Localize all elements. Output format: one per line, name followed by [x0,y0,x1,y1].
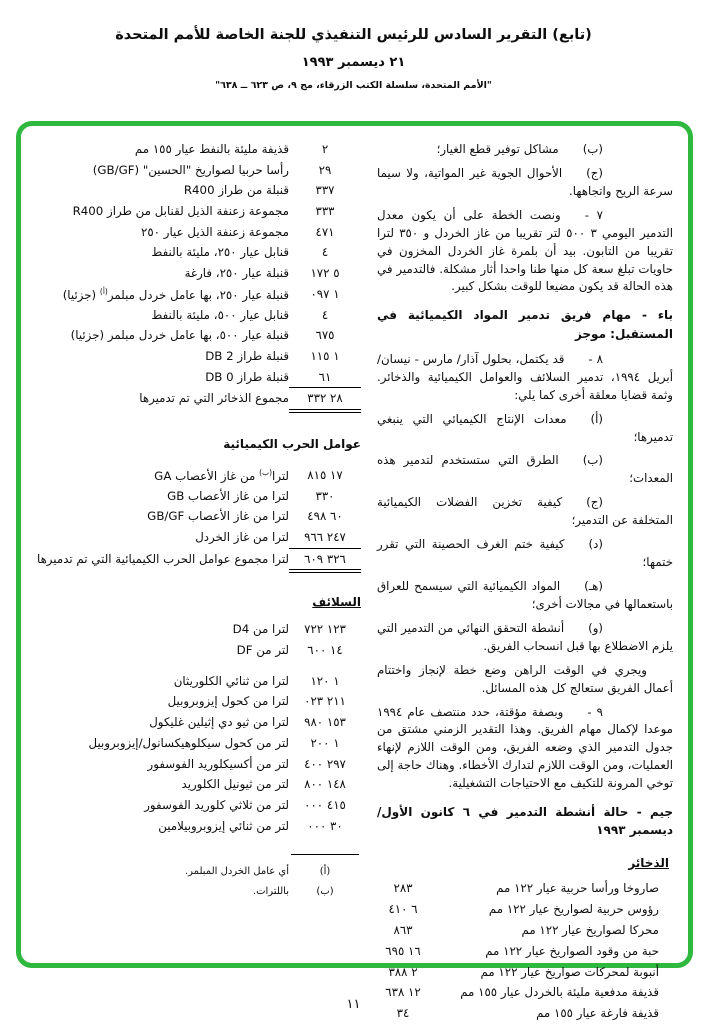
pending-issues-list [377,411,673,656]
list-item [377,578,673,614]
list-item-spare-parts [377,141,673,159]
item-description: قذيفة فارغة عيار ١٥٥ مم [536,1006,659,1021]
item-marker: (هـ) [584,578,603,593]
quantity-value: ٤١٥ ٠٠٠ [304,797,346,812]
paragraph-number: ٨ - [588,351,603,366]
list-item [377,452,673,488]
footnote-marker: (أ) [99,286,108,296]
quantity-value: ٢٤٧ ٩٦٦ [289,529,361,549]
quantity-value: ١ ٢٠٠ [310,735,340,750]
item-description: لترا من ثيو دي إثيلين غليكول [149,715,289,730]
paragraph-number: ٧ - [584,207,603,222]
footnote-text: أي عامل الخردل المبلمر. [184,866,289,878]
quantity-value: ٢٩ [318,162,332,177]
quantity-value: ٢١١ ٠٢٣ [304,694,346,709]
document-date: ٢١ ديسمبر ١٩٩٣ [301,55,406,70]
table-row [32,162,361,181]
item-description: محركا لصواريخ عيار ١٢٢ مم [521,922,659,937]
item-text: كيفية تخزين الفضلات الكيميائية المتخلفة عن التدمير؛ [377,495,673,528]
item-description: قنبلة من طراز R400 [183,183,289,198]
precursors-heading: السلائف [312,595,361,610]
item-text: المواد الكيميائية التي سيسمح للعراق باستعمالها في مجالات أخرى؛ [377,578,673,611]
item-text: كيفية ختم الغرف الحصينة التي تقرر ختمها؛ [377,537,673,570]
item-description: أنبوبة لمحركات صواريخ عيار ١٢٢ مم [480,964,659,979]
section-heading-c: جيم - حالة أنشطة التدمير في ٦ كانون الأول/ ديسمبر ١٩٩٣ [377,805,673,838]
item-description: لتر من ثنائي إيزوبروبيلامين [158,818,289,833]
paragraph-9 [377,704,673,794]
item-description: لترا مجموع عوامل الحرب الكيميائية التي تم تدميرها [36,551,289,566]
item-description: لترا من غاز الخردل [195,530,289,544]
item-description: مجموع الذخائر التي تم تدميرها [139,391,289,406]
item-description: لترا من ثنائي الكلوريثان [173,673,289,688]
quantity-value: ١٢٣ ٧٢٢ [304,622,346,637]
item-description: قنابل عيار ٥٠٠، مليئة بالنفط [151,307,289,322]
item-marker: (ج) [586,165,603,180]
item-description: قنبلة طراز DB 0 [205,369,289,384]
two-column-layout [21,126,688,1021]
list-item [377,536,673,572]
item-text: الأحوال الجوية غير المواتية، ولا سيما سرعة الريح واتجاهها. [377,165,673,198]
section-heading-b: باء - مهام فريق تدمير المواد الكيميائية في المستقبل: موجز [377,308,673,341]
table-row [32,735,361,754]
table-row [32,286,361,305]
item-description: لتر من DF [236,643,289,658]
item-description: قنبلة عيار ٢٥٠، فارغة [184,266,289,281]
quantity-value: ٦٧٥ [315,328,335,343]
main-text-column [377,141,673,1021]
item-marker: (و) [588,620,603,635]
paragraph-number: ٩ - [587,704,603,719]
quantity-value: ٢ ٣٨٨ [388,964,418,979]
table-row [32,818,361,837]
table-row [32,642,361,661]
quantity-value: ١٥٣ ٩٨٠ [304,715,346,730]
table-row [32,797,361,816]
quantity-value: ١ ١١٥ [310,348,340,363]
item-description: مجموعة زعنفة الذيل عيار ٢٥٠ [141,224,289,239]
table-row [32,348,361,367]
table-row [32,182,361,201]
item-description: قذيفة مدفعية مليئة بالخردل عيار ١٥٥ مم [460,985,659,1000]
footnote-row [32,864,361,879]
quantity-value: ٣٢٦ ٦٠٩ [289,551,361,574]
quantity-value: ١٢ ٦٣٨ [385,985,421,1000]
item-description: لتر من ثلاثي كلوريد الفوسفور [144,797,289,812]
footnote-marker: (أ) [319,866,331,878]
footnotes [32,864,361,899]
list-item [377,620,673,656]
paragraph-text: ونصت الخطة على أن يكون معدل التدمير اليومي ٣ ٥٠٠ لتر تقريبا من غاز الخردل و ٣٥٠ لترا تقريبا من التابون. بيد أن بلمرة غاز الخردل المخزون في حاويات تبلغ سعة كل منها طنا واحدا أثار مشكلة. فالتدمير في هذه الحالة قد يكون مضيعا للوقت بشكل كبير. [377,207,673,294]
table-row [32,224,361,243]
item-description: حبة من وقود الصواريخ عيار ١٢٢ مم [485,943,659,958]
table-row [377,880,659,899]
table-row [32,327,361,346]
table-row [32,244,361,263]
quantity-value: ٣٤ [396,1006,410,1021]
footnote-marker: (ب) [316,886,334,898]
item-text: مشاكل توفير قطع الغيار؛ [436,142,559,156]
quantity-value: ٦ ٤١٠ [388,901,418,916]
table-row [32,203,361,222]
table-row [32,756,361,775]
table-row [32,467,361,486]
table-row [32,369,361,389]
item-text: الطرق التي ستستخدم لتدمير هذه المعدات؛ [377,453,673,486]
table-row [32,551,361,574]
table-row [32,621,361,640]
table-row [32,141,361,160]
table-row [32,714,361,733]
quantity-value: ٢ [321,142,329,156]
item-description: لتر من ثيونيل الكلوريد [181,777,289,792]
item-description: لترا$^{(ب)}$ من غاز الأعصاب GA [154,467,289,483]
quantity-value: ٦٠ ٤٩٨ [307,509,343,524]
paragraph-text: قد يكتمل، بحلول آذار/ مارس - نيسان/ أبريل ١٩٩٤، تدمير السلائف والعوامل الكيميائية والذخائر. وثمة قضايا معلقة أخرى كما يلي: [377,351,673,402]
item-description: قذيفة مليئة بالنفط عيار ١٥٥ مم [134,142,289,156]
table-row [377,943,659,962]
table-row [32,265,361,284]
item-description: قنبلة عيار ٥٠٠، بها عامل خردل مبلمر (جزئيا) [70,328,289,343]
item-description: رأسا حربيا لصواريخ "الحسين" (GB/GF) [92,162,289,177]
paragraph-text: وبصفة مؤقتة، حدد منتصف عام ١٩٩٤ موعدا لإكمال مهام الفريق. وهذا التقدير الزمني مشتق من جدول التدمير الذي وضعه الفريق، ومن الوقت اللازم لإنهاء العمليات، ومن الوقت اللازم لتدارك الأخطاء. وهناك حاجة إلى توخي المرونة للتكيف مع الاحتياجات التشغيلية. [377,704,673,791]
green-highlight-frame [16,121,693,1021]
quantity-value: ٦١ [289,369,361,389]
quantity-value: ٤ [321,307,329,322]
item-description: مجموعة زعنفة الذيل لقنابل من طراز R400 [72,204,289,219]
footnote-text: باللترات. [252,886,289,898]
quantity-value: ١٤٨ ٨٠٠ [304,777,346,792]
quantity-value: ٣٠ ٠٠٠ [307,818,343,833]
quantity-value: ٨٦٣ [393,922,413,937]
item-marker: (أ) [590,411,603,426]
quantity-value: ٢٨ ٣٣٢ [289,390,361,413]
document-header [0,27,707,91]
table-row [377,964,659,983]
item-text: معدات الإنتاج الكيميائي التي ينبغي تدميرها؛ [377,411,673,444]
quantity-value: ١ ١٢٠ [310,673,340,688]
table-row [32,508,361,527]
munitions-subheading: الذخائر [628,855,669,870]
source-citation: "الأمم المتحدة، سلسلة الكتب الزرقاء، مج ٩، ص ٦٢٣ ــ ٦٣٨" [215,80,492,91]
list-item [377,411,673,447]
footnote-row [32,884,361,899]
munitions-continued-table [32,141,361,413]
table-row [32,776,361,795]
page-title: (تابع) التقرير السادس للرئيس التنفيذي للجنة الخاصة للأمم المتحدة [115,27,592,43]
quantity-value: ١ ٠٩٧ [310,286,340,301]
table-row [32,529,361,549]
quantity-value: ٣٣٣ [315,204,335,219]
quantity-value: ٣٣٧ [315,183,335,198]
quantity-value: ٥ ١٧٢ [310,266,340,281]
page-number: ١١ [346,997,361,1012]
quantity-value: ٢٩٧ ٤٠٠ [304,756,346,771]
tables-column [32,141,361,957]
agents-table [32,467,361,573]
item-description: رؤوس حربية لصواريخ عيار ١٢٢ مم [488,901,659,916]
quantity-value: ١٧ ٨١٥ [307,467,343,482]
list-item-weather [377,165,673,201]
item-description: قنبلة عيار ٢٥٠، بها عامل خردل مبلمر$^{(أ)}$ (جزئيا) [62,286,289,302]
item-marker: (ج) [586,495,603,510]
quantity-value: ١٦ ٦٩٥ [385,943,421,958]
precursors-table [32,621,361,836]
paragraph-8 [377,351,673,405]
table-row [32,390,361,413]
item-text: أنشطة التحقق النهائي من التدمير التي يلزم الاضطلاع بها قبل انسحاب الفريق. [377,620,673,653]
paragraph-7 [377,207,673,297]
item-description: لترا من غاز الأعصاب GB [167,488,289,503]
item-description: لترا من D4 [232,622,289,637]
footnote-marker: (ب) [259,467,273,477]
item-description: صاروخا ورأسا حربية عيار ١٢٢ مم [496,880,659,895]
item-marker: (ب) [582,453,603,468]
item-description: لتر من كحول سيكلوهيكسانول/إيزوبروبيل [88,735,289,750]
item-description: لتر من أكسيكلوريد الفوسفور [147,756,289,771]
agents-heading: عوامل الحرب الكيميائية [223,436,361,451]
list-item [377,494,673,530]
quantity-value: ٤ [321,245,329,260]
item-marker: (د) [588,537,603,552]
paragraph-plan: ويجري في الوقت الراهن وضع خطة لإنجاز واختتام أعمال الفريق ستعالج كل هذه المسائل. [377,662,673,695]
table-row [377,922,659,941]
table-row [32,693,361,712]
item-marker: (ب) [582,142,603,156]
item-description: قنابل عيار ٢٥٠، مليئة بالنفط [151,245,289,260]
table-row [32,307,361,326]
item-description: قنبلة طراز DB 2 [205,348,289,363]
quantity-value: ٤٧١ [315,224,335,239]
table-row [32,488,361,507]
quantity-value: ٣٣٠ [315,488,335,503]
quantity-value: ١٤ ٦٠٠ [307,643,343,658]
table-row [32,673,361,692]
footnote-separator [291,854,359,855]
item-description: لترا من كحول إيزوبروبيل [167,694,289,709]
table-row [377,901,659,920]
item-description: لترا من غاز الأعصاب GB/GF [147,509,289,524]
quantity-value: ٢٨٣ [393,880,413,895]
